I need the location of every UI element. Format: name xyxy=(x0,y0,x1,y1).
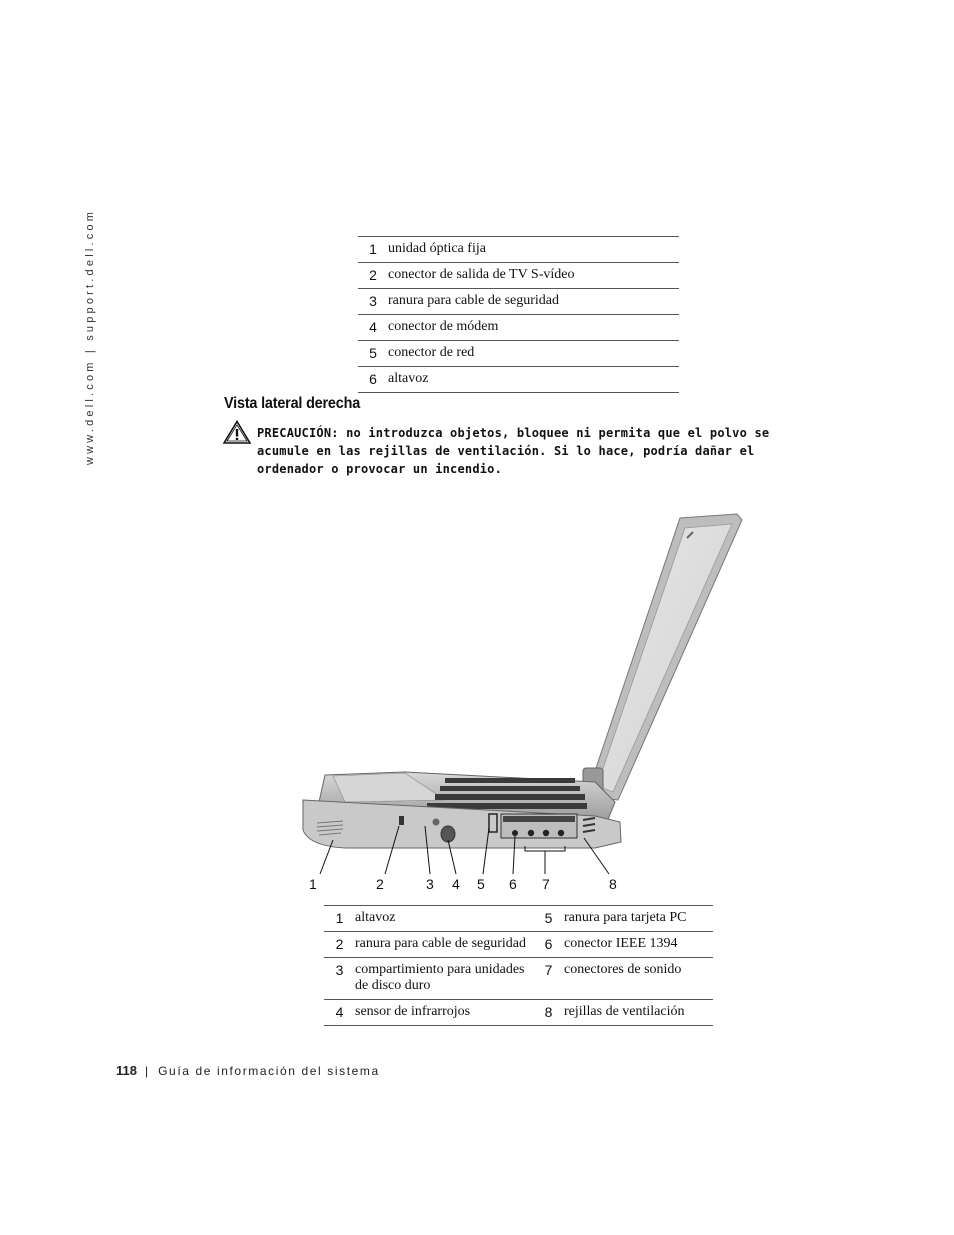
callout-7: 7 xyxy=(542,876,550,892)
item-label: compartimiento para unidades de disco duro xyxy=(355,958,533,1000)
item-label: conector IEEE 1394 xyxy=(564,932,713,958)
page-number: 118 xyxy=(116,1063,137,1078)
table-row xyxy=(324,958,713,1000)
document-title: Guía de información del sistema xyxy=(158,1064,380,1078)
item-label: conector de módem xyxy=(388,315,679,341)
item-label: ranura para tarjeta PC xyxy=(564,906,713,932)
item-number: 1 xyxy=(324,906,355,932)
table-row xyxy=(358,289,679,315)
item-label: conector de salida de TV S-vídeo xyxy=(388,263,679,289)
callout-1: 1 xyxy=(309,876,317,892)
item-number: 3 xyxy=(324,958,355,1000)
item-number: 4 xyxy=(324,1000,355,1026)
laptop-right-side-illustration xyxy=(295,510,745,875)
item-number: 1 xyxy=(358,237,388,263)
table-row xyxy=(358,341,679,367)
callout-5: 5 xyxy=(477,876,485,892)
warning-text: PRECAUCIÓN: no introduzca objetos, bloquee ni permita que el polvo se acumule en las rejillas de ventilación. Si lo hace, podría dañar el ordenador o provocar un incendio. xyxy=(257,426,770,476)
bottom-parts-table xyxy=(324,905,713,1026)
item-label: sensor de infrarrojos xyxy=(355,1000,533,1026)
item-number: 8 xyxy=(533,1000,564,1026)
table-row xyxy=(358,315,679,341)
table-row xyxy=(324,1000,713,1026)
item-number: 2 xyxy=(358,263,388,289)
item-number: 5 xyxy=(358,341,388,367)
item-label: conector de red xyxy=(388,341,679,367)
item-number: 3 xyxy=(358,289,388,315)
callout-8: 8 xyxy=(609,876,617,892)
item-number: 6 xyxy=(358,367,388,393)
sidebar-url: www.dell.com | support.dell.com xyxy=(84,208,96,465)
warning-icon xyxy=(223,420,251,444)
callout-3: 3 xyxy=(426,876,434,892)
table-row xyxy=(358,237,679,263)
item-label: unidad óptica fija xyxy=(388,237,679,263)
item-label: ranura para cable de seguridad xyxy=(355,932,533,958)
callout-6: 6 xyxy=(509,876,517,892)
item-number: 6 xyxy=(533,932,564,958)
callout-2: 2 xyxy=(376,876,384,892)
item-label: ranura para cable de seguridad xyxy=(388,289,679,315)
item-label: altavoz xyxy=(355,906,533,932)
top-parts-table xyxy=(358,236,679,393)
table-row xyxy=(324,932,713,958)
item-label: conectores de sonido xyxy=(564,958,713,1000)
table-row xyxy=(324,906,713,932)
item-number: 7 xyxy=(533,958,564,1000)
callout-4: 4 xyxy=(452,876,460,892)
table-row xyxy=(358,367,679,393)
item-number: 4 xyxy=(358,315,388,341)
page-footer xyxy=(116,1063,380,1078)
item-number: 2 xyxy=(324,932,355,958)
item-number: 5 xyxy=(533,906,564,932)
section-heading: Vista lateral derecha xyxy=(224,395,361,412)
footer-separator: | xyxy=(144,1064,149,1078)
item-label: altavoz xyxy=(388,367,679,393)
table-row xyxy=(358,263,679,289)
item-label: rejillas de ventilación xyxy=(564,1000,713,1026)
